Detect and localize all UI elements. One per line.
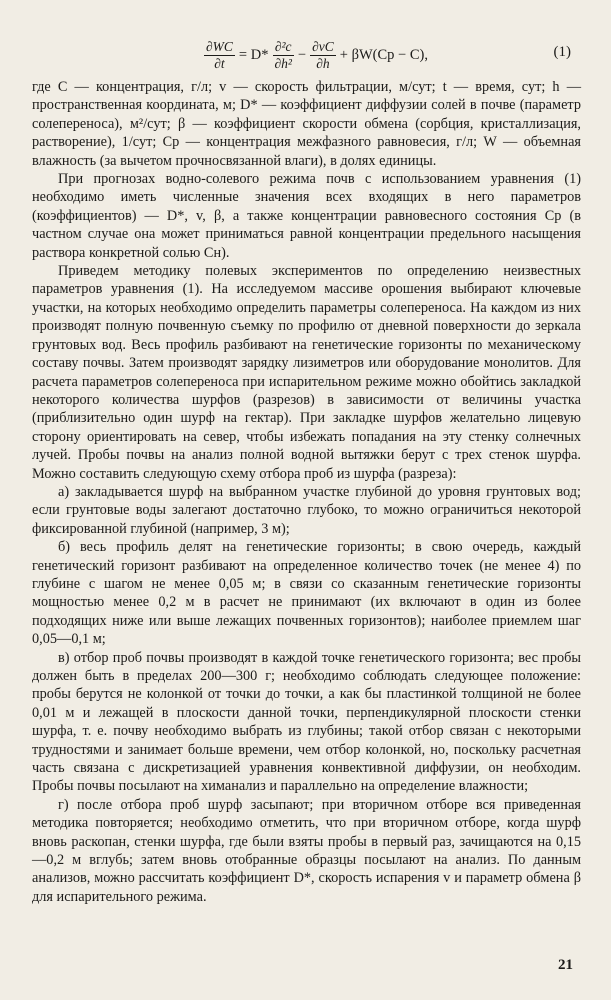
fraction-denominator: ∂h (316, 55, 330, 71)
fraction-lhs (204, 39, 235, 72)
equation-operator: − (297, 46, 307, 63)
fraction-numerator: ∂WC (206, 38, 233, 54)
list-item-g: г) после отбора проб шурф засыпают; при вторичном отборе вся приведенная методика повторяется; необходимо отметить, что при вторичном отборе, когда шурф вновь раскопан, стенки шурфа, где были взяты пробы в первый раз, зачищаются на 0,15—0,2 м вглубь; затем вновь отобранные образцы посылают на анализ. По данным анализов, можно рассчитать коэффициент D*, скорость испарения v и параметр обмена β для испарительного режима. (32, 796, 581, 905)
paragraph-method: Приведем методику полевых экспериментов по определению неизвестных параметров уравнения (1). На исследуемом массиве орошения выбирают ключевые участки, на которых необходимо определить параметры солепереноса. На каждом из них производят полную почвенную съемку по профилю от дневной поверхности до зеркала грунтовых вод. Весь профиль разбивают на генетические горизонты по механическому составу почвы. Затем производят зарядку лизиметров или оборудование монолитов. Для расчета параметров солепереноса при испарительном режиме можно обойтись закладкой некоторого количества шурфов (разрезов) в зависимости от величины участка (приблизительно один шурф на гектар). При закладке шурфов желательно лицевую сторону ориентировать на север, чтобы избежать попадания на эту стенку солнечных лучей. Пробы почвы на анализ полной водной вытяжки берут с трех стенок шурфа. Можно составить следующую схему отбора проб из шурфа (разреза): (32, 263, 581, 482)
fraction-numerator: ∂²c (274, 38, 292, 54)
fraction-denominator: ∂t (214, 55, 225, 71)
list-item-b: б) весь профиль делят на генетические горизонты; в свою очередь, каждый генетический горизонт разбивают на определенное количество точек (не менее 4) по глубине с шагом не менее 0,05 м; в связи со сказанным генетические горизонты мощностью менее 0,2 м в расчет не принимают (их включают в один из более подходящих ниже или выше лежащих почвенных горизонтов); наиболее приемлем шаг 0,05—0,1 м; (32, 539, 581, 648)
equation-number: (1) (553, 44, 571, 60)
page-number: 21 (558, 957, 573, 973)
list-item-v: в) отбор проб почвы производят в каждой точке генетического горизонта; вес пробы должен быть в пределах 200—300 г; необходимо соблюдать следующее положение: пробы берутся не колонкой от точки до точки, а как бы пластинкой толщиной не более 0,01 м и лежащей в плоскости данной точки, перпендикулярной плоскости стенки шурфа, т. е. почву необходимо выбрать из глубины; такой отбор связан с некоторыми трудностями и занимает больше времени, чем отбор колонкой, но, поскольку расчетная часть связана с дискретизацией уравнения конвективной диффузии, он необходим. Пробы почвы посылают на химанализ и параллельно на определение влажности; (32, 649, 581, 795)
fraction-diffusion (272, 39, 293, 72)
equation-tail: + βW(Cp − C), (339, 46, 428, 63)
fraction-numerator: ∂vC (312, 38, 334, 54)
fraction-convection (310, 39, 336, 72)
paragraph-definitions: где C — концентрация, г/л; v — скорость фильтрации, м/сут; t — время, сут; h — пространственная координата, м; D* — коэффициент диффузии солей в почве (параметр солепереноса), м²/сут; β — коэффициент скорости обмена (сорбция, кристаллизация, растворение), 1/сут; Cp — концентрация межфазного равновесия, г/л; W — объемная влажность (за вычетом прочносвязанной влаги), в долях единицы. (32, 79, 581, 169)
equation-1 (32, 36, 581, 74)
fraction-denominator: ∂h² (274, 55, 292, 71)
equation-expression (202, 36, 430, 74)
equation-operator: = D* (238, 46, 269, 63)
list-item-a: а) закладывается шурф на выбранном участке глубиной до уровня грунтовых вод; если грунтовые воды залегают достаточно глубоко, то можно ограничиться некоторой фиксированной глубиной (например, 3 м); (32, 483, 581, 537)
paragraph-parameters: При прогнозах водно-солевого режима почв с использованием уравнения (1) необходимо иметь численные значения всех входящих в него параметров (коэффициентов) — D*, v, β, а также концентрации равновесного состояния Cp (в частном случае она может приниматься равной концентрации предельного насыщения раствора конкретной солью Cн). (32, 171, 581, 261)
